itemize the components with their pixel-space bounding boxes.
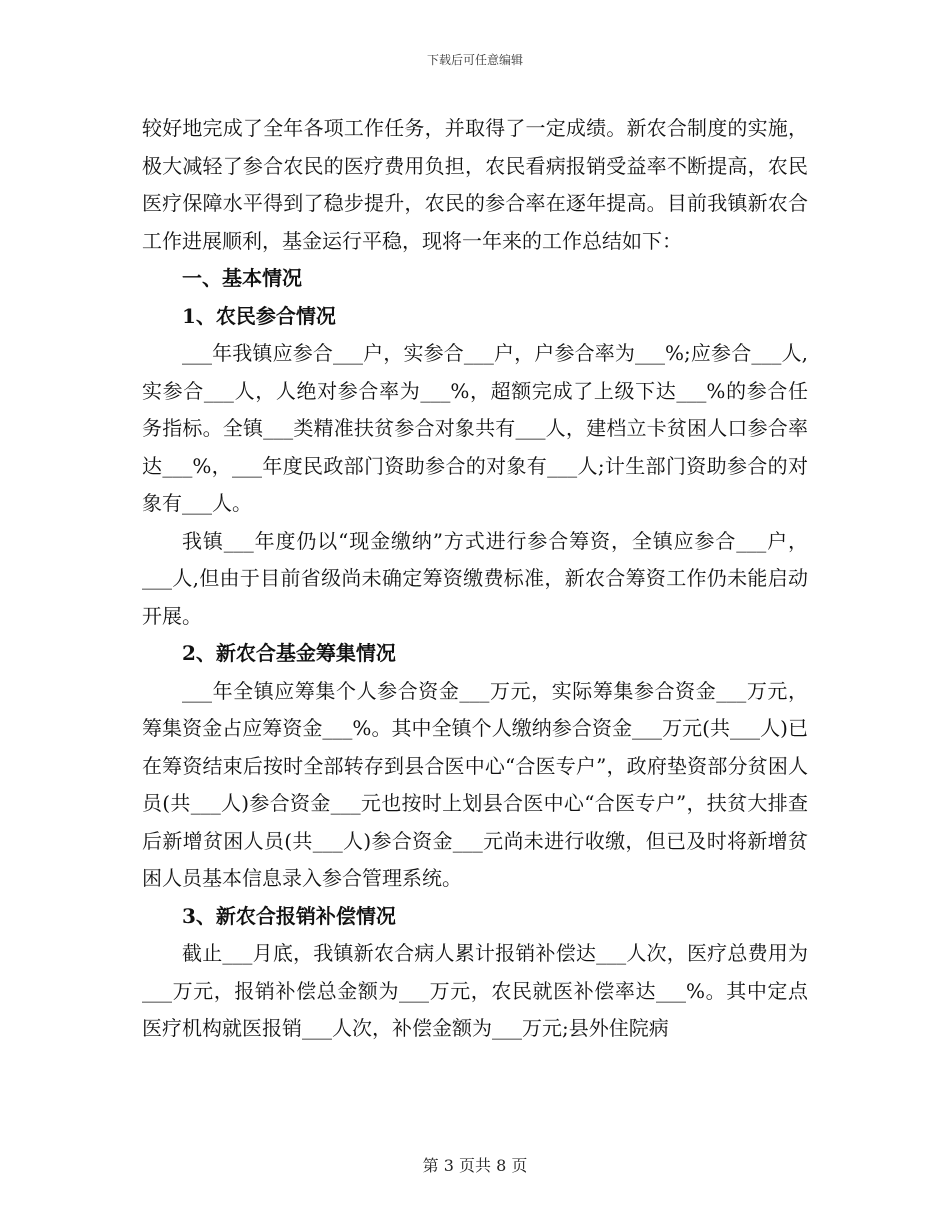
- paragraph-reimbursement: 截止___月底，我镇新农合病人累计报销补偿达___人次，医疗总费用为___万元，报销补偿总金额为___万元，农民就医补偿率达___%。其中定点医疗机构就医报销___人次，补偿金额为___万元;县外住院病: [142, 941, 808, 1040]
- subheading-reimbursement: 3、新农合报销补偿情况: [182, 903, 396, 928]
- subheading-farmer-participation: 1、农民参合情况: [182, 303, 336, 328]
- subheading-fund-collection: 2、新农合基金筹集情况: [182, 641, 396, 665]
- document-body: [142, 110, 808, 1048]
- section-heading-basic-situation: 一、基本情况: [182, 266, 302, 290]
- page-footer: 第 3 页共 8 页: [422, 1156, 528, 1175]
- paragraph-fundraising-method: 我镇___年度仍以“现金缴纳”方式进行参合筹资，全镇应参合___户，___人,但由于目前省级尚未确定筹资缴费标准，新农合筹资工作仍未能启动开展。: [142, 528, 808, 628]
- paragraph-fund-collection: ___年全镇应筹集个人参合资金___万元，实际筹集参合资金___万元，筹集资金占应筹资金___%。其中全镇个人缴纳参合资金___万元(共___人)已在筹资结束后按时全部转存到县合医中心“合医专户”，政府垫资部分贫困人员(共___人)参合资金___元也按时上划县合医中心“合医专户”，扶贫大排查后新增贫困人员(共___人)参合资金___元尚未进行收缴，但已及时将新增贫困人员基本信息录入参合管理系统。: [142, 678, 808, 890]
- page-header: 下载后可任意编辑: [426, 53, 523, 67]
- paragraph-participation-stats: ___年我镇应参合___户，实参合___户，户参合率为___%;应参合___人,实参合___人，人绝对参合率为___%，超额完成了上级下达___%的参合任务指标。全镇___类精准扶贫参合对象共有___人，建档立卡贫困人口参合率达___%，___年度民政部门资助参合的对象有___人;计生部门资助参合的对象有___人。: [142, 341, 808, 515]
- paragraph-intro: 较好地完成了全年各项工作任务，并取得了一定成绩。新农合制度的实施，极大减轻了参合农民的医疗费用负担，农民看病报销受益率不断提高，农民医疗保障水平得到了稳步提升，农民的参合率在逐年提高。目前我镇新农合工作进展顺利，基金运行平稳，现将一年来的工作总结如下：: [142, 116, 808, 253]
